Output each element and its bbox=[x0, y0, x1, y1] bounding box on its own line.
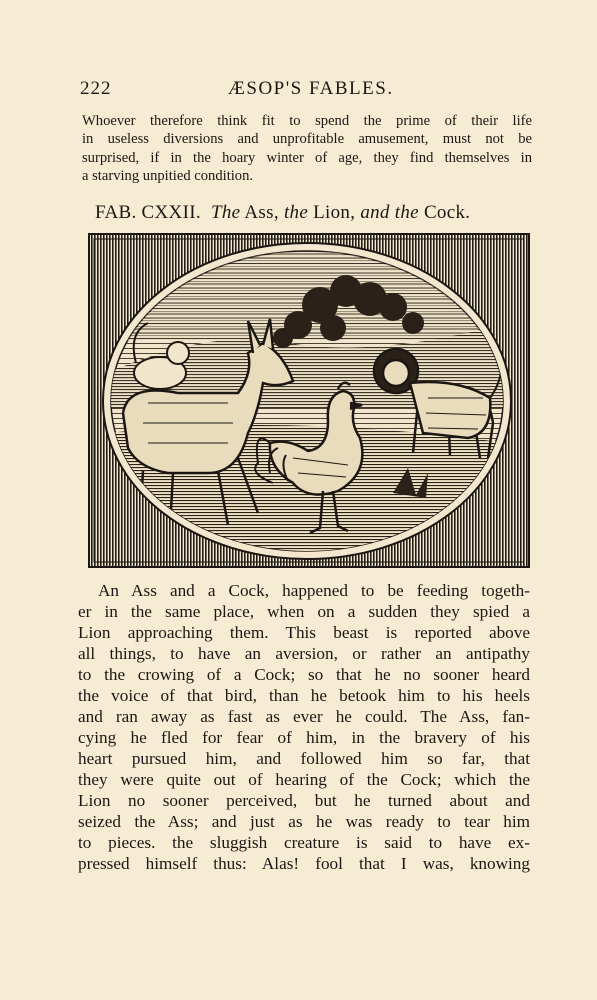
intro-paragraph bbox=[82, 112, 532, 186]
body-line: the voice of that bird, than he betook him to his heels bbox=[78, 686, 530, 705]
running-head bbox=[80, 78, 530, 100]
body-line: cying he fled for fear of him, in the bravery of his bbox=[78, 728, 530, 747]
body-line: and ran away as fast as ever he could. The Ass, fan- bbox=[78, 707, 530, 726]
body-line: An Ass and a Cock, happened to be feeding togeth- bbox=[98, 581, 530, 600]
body-line: to pieces. the sluggish creature is said to have ex- bbox=[78, 833, 530, 852]
body-line: Lion no sooner perceived, but he turned about and bbox=[78, 791, 530, 810]
body-line: to the crowing of a Cock; so that he no sooner heard bbox=[78, 665, 530, 684]
intro-line: Whoever therefore think fit to spend the prime of their life bbox=[82, 113, 532, 129]
fable-title-word: Lion, bbox=[313, 202, 356, 223]
fable-title-word: and the bbox=[360, 202, 419, 223]
fable-title-word: Cock. bbox=[423, 202, 471, 223]
intro-line: a starving unpitied condition. bbox=[82, 168, 254, 185]
fable-number: FAB. CXXII. bbox=[95, 202, 201, 223]
body-line: er in the same place, when on a sudden they spied a bbox=[78, 602, 530, 621]
body-line: all things, to have an aversion, or rather an antipathy bbox=[78, 644, 530, 663]
page-number: 222 bbox=[80, 78, 112, 99]
body-line: pressed himself thus: Alas! fool that I was, knowing bbox=[78, 854, 530, 873]
woodcut-engraving bbox=[88, 233, 530, 568]
intro-line: surprised, if in the hoary winter of age, they find themselves in bbox=[82, 149, 532, 166]
body-line: they were quite out of hearing of the Cock; which the bbox=[78, 770, 530, 789]
fable-title-word: Ass, bbox=[244, 202, 279, 223]
fable-title-word: the bbox=[283, 202, 309, 223]
woodcut-illustration bbox=[88, 233, 530, 568]
body-line: Lion approaching them. This beast is reported above bbox=[78, 623, 530, 642]
fable-title-word: The bbox=[210, 202, 241, 223]
fable-title bbox=[95, 202, 525, 224]
body-line: heart pursued him, and followed him so far, that bbox=[78, 749, 530, 768]
running-title: ÆSOP'S FABLES. bbox=[228, 78, 394, 99]
intro-line: in useless diversions and unprofitable amusement, must not be bbox=[82, 131, 532, 148]
fable-body bbox=[78, 580, 530, 874]
body-line: seized the Ass; and just as he was ready to tear him bbox=[78, 812, 530, 831]
